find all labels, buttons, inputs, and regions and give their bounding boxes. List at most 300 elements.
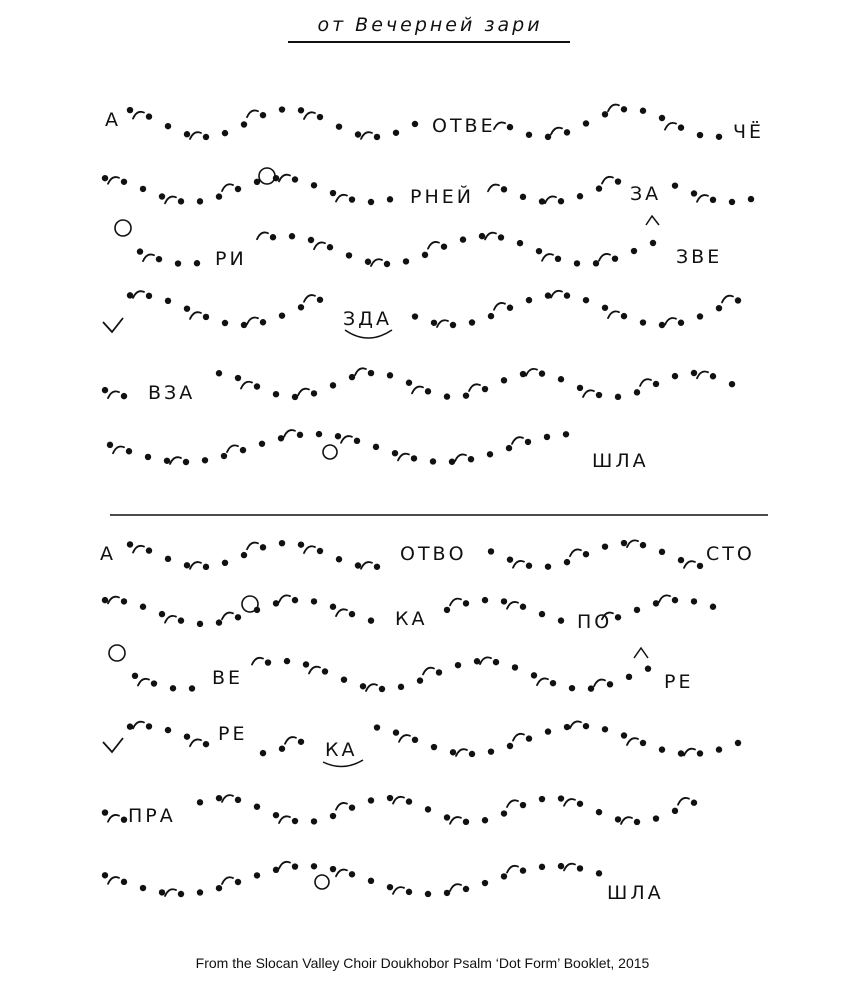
slur-tick [551, 291, 562, 298]
note-dot [411, 455, 417, 461]
note-dot [631, 248, 637, 254]
note-dot [691, 370, 697, 376]
note-dot [297, 432, 303, 438]
note-dot [691, 800, 697, 806]
note-dot [653, 815, 659, 821]
lyric: ЗВЕ [676, 246, 723, 268]
note-dot [330, 190, 336, 196]
note-dot [121, 179, 127, 185]
note-dot [425, 806, 431, 812]
note-dot [384, 261, 390, 267]
note-dot [216, 795, 222, 801]
note-dot [640, 108, 646, 114]
note-dot [102, 597, 108, 603]
note-dot [265, 659, 271, 665]
note-dot [235, 614, 241, 620]
lyric: ПРА [128, 805, 176, 827]
slur-tick [665, 318, 676, 325]
note-dot [221, 453, 227, 459]
note-dot [672, 808, 678, 814]
note-dot [564, 129, 570, 135]
slur-tick [336, 803, 347, 810]
note-dot [596, 185, 602, 191]
note-dot [501, 598, 507, 604]
note-dot [444, 814, 450, 820]
note-dot [330, 813, 336, 819]
note-dot [203, 741, 209, 747]
slur-tick [355, 368, 366, 375]
note-dot [354, 438, 360, 444]
note-dot [151, 680, 157, 686]
note-dot [279, 106, 285, 112]
slur-tick [393, 887, 404, 894]
note-dot [520, 604, 526, 610]
note-dot [170, 685, 176, 691]
note-dot [412, 313, 418, 319]
note-dot [455, 662, 461, 668]
note-dot [406, 798, 412, 804]
note-dot [526, 297, 532, 303]
note-dot [488, 748, 494, 754]
note-dot [406, 380, 412, 386]
note-dot [697, 132, 703, 138]
note-dot [132, 673, 138, 679]
note-dot [279, 312, 285, 318]
note-dot [260, 750, 266, 756]
lyric: ЧЁ [733, 121, 765, 143]
note-dot [463, 819, 469, 825]
note-dot [107, 442, 113, 448]
note-dot [539, 611, 545, 617]
note-dot [387, 196, 393, 202]
note-dot [697, 313, 703, 319]
lyric: РЕ [218, 723, 248, 745]
note-dot [507, 305, 513, 311]
note-dot [463, 886, 469, 892]
note-dot [558, 863, 564, 869]
source-caption: From the Slocan Valley Choir Doukhobor Psalm ‘Dot Form’ Booklet, 2015 [195, 955, 650, 971]
lyric: КА [395, 608, 428, 630]
note-dot [520, 802, 526, 808]
note-dot [303, 661, 309, 667]
note-dot [615, 394, 621, 400]
note-dot [273, 812, 279, 818]
slur-tick [165, 197, 176, 204]
note-dot [406, 889, 412, 895]
lyric: ВЗА [148, 382, 196, 404]
note-dot [387, 795, 393, 801]
note-dot [260, 112, 266, 118]
slur-tick [488, 185, 499, 192]
note-dot [507, 743, 513, 749]
note-dot [672, 597, 678, 603]
slur-tick [336, 609, 347, 616]
slur-tick [684, 749, 695, 756]
slur-tick [304, 112, 315, 119]
note-dot [517, 240, 523, 246]
slur-tick [222, 795, 233, 802]
slur-tick [450, 817, 461, 824]
note-dot [165, 727, 171, 733]
note-dot [140, 885, 146, 891]
note-dot [292, 176, 298, 182]
note-dot [450, 749, 456, 755]
note-dot [412, 737, 418, 743]
note-dot [569, 685, 575, 691]
slur-tick [665, 123, 676, 130]
note-dot [368, 199, 374, 205]
note-dot [346, 252, 352, 258]
note-dot [222, 320, 228, 326]
note-dot [729, 381, 735, 387]
note-dot [254, 872, 260, 878]
slur-tick [608, 105, 619, 112]
note-dot [126, 448, 132, 454]
note-dot [479, 233, 485, 239]
note-dot [474, 658, 480, 664]
note-dot [292, 818, 298, 824]
note-dot [279, 540, 285, 546]
lyric: ОТВО [400, 543, 467, 565]
slur-tick [545, 196, 556, 203]
note-dot [482, 817, 488, 823]
note-dot [493, 659, 499, 665]
slur-tick [279, 595, 290, 602]
note-dot [710, 197, 716, 203]
note-dot [159, 193, 165, 199]
note-dot [431, 744, 437, 750]
note-dot [634, 389, 640, 395]
notation-dots [102, 106, 754, 897]
slur-tick [298, 389, 309, 396]
slur-tick [285, 737, 296, 744]
note-dot [194, 260, 200, 266]
note-dot [273, 600, 279, 606]
lyric: ШЛА [592, 450, 649, 472]
note-dot [102, 387, 108, 393]
slur-tick [247, 110, 258, 117]
note-dot [197, 621, 203, 627]
note-dot [292, 863, 298, 869]
note-dot [349, 611, 355, 617]
note-dot [311, 390, 317, 396]
note-dot [520, 371, 526, 377]
lyric: РИ [215, 248, 247, 270]
slur-tick [304, 546, 315, 553]
note-dot [216, 193, 222, 199]
note-dot [659, 746, 665, 752]
note-dot [425, 891, 431, 897]
note-dot [463, 392, 469, 398]
note-dot [235, 375, 241, 381]
note-dot [298, 304, 304, 310]
note-dot [577, 385, 583, 391]
note-dot [184, 733, 190, 739]
note-dot [189, 685, 195, 691]
note-dot [203, 314, 209, 320]
note-dot [392, 450, 398, 456]
note-dot [531, 672, 537, 678]
note-dot [607, 681, 613, 687]
note-dot [235, 797, 241, 803]
slur-tick [640, 379, 651, 386]
note-dot [278, 435, 284, 441]
note-dot [558, 617, 564, 623]
note-dot [365, 259, 371, 265]
note-dot [506, 445, 512, 451]
note-dot [583, 120, 589, 126]
note-dot [640, 319, 646, 325]
slur-tick [108, 597, 119, 604]
note-dot [545, 728, 551, 734]
note-dot [488, 548, 494, 554]
slur-tick [512, 437, 523, 444]
note-dot [121, 393, 127, 399]
note-dot [203, 134, 209, 140]
note-dot [520, 194, 526, 200]
slur-tick [428, 242, 439, 249]
lyric: ЗДА [343, 308, 393, 330]
note-dot [501, 810, 507, 816]
note-dot [146, 293, 152, 299]
note-dot [634, 819, 640, 825]
note-dot [121, 879, 127, 885]
slur-tick [627, 540, 638, 547]
note-dot [140, 186, 146, 192]
note-dot [525, 439, 531, 445]
note-dot [327, 244, 333, 250]
note-dot [729, 199, 735, 205]
note-dot [165, 298, 171, 304]
note-dot [311, 863, 317, 869]
note-dot [121, 816, 127, 822]
note-dot [577, 193, 583, 199]
note-dot [273, 391, 279, 397]
note-dot [146, 113, 152, 119]
note-dot [621, 540, 627, 546]
note-dot [558, 795, 564, 801]
note-dot [425, 388, 431, 394]
note-dot [444, 607, 450, 613]
note-dot [672, 182, 678, 188]
note-dot [374, 134, 380, 140]
note-dot [697, 750, 703, 756]
check-mark [103, 738, 123, 752]
note-dot [102, 175, 108, 181]
note-dot [165, 123, 171, 129]
slur-tick [564, 864, 575, 871]
note-dot [349, 804, 355, 810]
note-dot [127, 107, 133, 113]
slur-tick [542, 254, 553, 261]
note-dot [216, 619, 222, 625]
slur-tick [393, 797, 404, 804]
note-dot [482, 386, 488, 392]
slur-tick [108, 877, 119, 884]
note-dot [634, 607, 640, 613]
note-dot [298, 739, 304, 745]
slur-tick [602, 177, 613, 184]
lyric: А [105, 109, 121, 131]
slur-tick [583, 390, 594, 397]
slur-tick [437, 320, 448, 327]
note-dot [164, 458, 170, 464]
note-dot [197, 889, 203, 895]
note-dot [336, 556, 342, 562]
note-dot [422, 252, 428, 258]
note-dot [640, 542, 646, 548]
note-dot [197, 799, 203, 805]
note-dot [710, 604, 716, 610]
note-dot [653, 381, 659, 387]
note-dot [308, 237, 314, 243]
note-dot [431, 320, 437, 326]
slur-tick [507, 800, 518, 807]
note-dot [621, 106, 627, 112]
slur-tick [450, 884, 461, 891]
note-dot [735, 740, 741, 746]
slur-tick [507, 602, 518, 609]
note-dot [735, 297, 741, 303]
note-dot [145, 454, 151, 460]
note-dot [368, 797, 374, 803]
note-dot [254, 803, 260, 809]
note-dot [178, 198, 184, 204]
note-dot [583, 723, 589, 729]
slur-tick [222, 184, 233, 191]
note-dot [349, 871, 355, 877]
note-dot [710, 373, 716, 379]
slur-tick [398, 454, 409, 461]
slur-tick [314, 242, 325, 249]
note-dot [403, 258, 409, 264]
note-dot [596, 870, 602, 876]
slur-tick [361, 562, 372, 569]
note-dot [716, 134, 722, 140]
slur-tick [284, 430, 295, 437]
note-dot [197, 198, 203, 204]
slur-tick [279, 862, 290, 869]
slur-tick [697, 195, 708, 202]
note-dot [335, 433, 341, 439]
note-dot [146, 723, 152, 729]
slur-tick [450, 599, 461, 606]
note-dot [156, 256, 162, 262]
note-dot [273, 867, 279, 873]
slur-tick [108, 815, 119, 822]
slur-tick [608, 311, 619, 318]
note-dot [235, 879, 241, 885]
note-dot [463, 600, 469, 606]
slur-tick [480, 657, 491, 664]
slur-tick [361, 132, 372, 139]
note-dot [336, 123, 342, 129]
note-dot [311, 182, 317, 188]
note-dot [341, 676, 347, 682]
note-dot [574, 260, 580, 266]
note-dot [539, 796, 545, 802]
slur-tick [133, 722, 144, 729]
note-dot [487, 451, 493, 457]
slur-tick [627, 738, 638, 745]
note-dot [241, 552, 247, 558]
note-dot [612, 255, 618, 261]
slur-tick [222, 877, 233, 884]
note-dot [240, 447, 246, 453]
note-dot [417, 677, 423, 683]
note-dot [558, 198, 564, 204]
note-dot [387, 884, 393, 890]
note-dot [507, 124, 513, 130]
slur-tick [133, 291, 144, 298]
note-dot [235, 186, 241, 192]
note-dot [222, 560, 228, 566]
slur-tick [138, 679, 149, 686]
lyric: ВЕ [212, 667, 244, 689]
note-dot [482, 880, 488, 886]
note-dot [311, 818, 317, 824]
note-dot [102, 809, 108, 815]
slur-tick [336, 870, 347, 877]
note-dot [330, 382, 336, 388]
slur-tick [455, 454, 466, 461]
note-dot [183, 459, 189, 465]
slur-tick [564, 799, 575, 806]
note-dot [555, 256, 561, 262]
note-dot [216, 885, 222, 891]
slur-tick [526, 369, 537, 376]
note-dot [596, 809, 602, 815]
note-dot [374, 564, 380, 570]
note-dot [284, 658, 290, 664]
note-dot [615, 178, 621, 184]
note-dot [241, 121, 247, 127]
note-dot [615, 614, 621, 620]
lyric: ШЛА [607, 882, 664, 904]
note-dot [469, 751, 475, 757]
note-dot [330, 604, 336, 610]
note-dot [678, 124, 684, 130]
note-dot [387, 372, 393, 378]
slur-tick [247, 543, 258, 550]
slur-tick [697, 372, 708, 379]
slur-tick [371, 259, 382, 266]
note-dot [678, 557, 684, 563]
lyric: РЕ [664, 671, 694, 693]
caret-mark [634, 648, 648, 658]
note-dot [488, 313, 494, 319]
note-dot [436, 669, 442, 675]
note-dot [140, 604, 146, 610]
note-dot [539, 864, 545, 870]
slur-tick [494, 122, 505, 129]
note-dot [748, 196, 754, 202]
note-dot [260, 319, 266, 325]
note-dot [379, 686, 385, 692]
note-dot [716, 746, 722, 752]
note-dot [355, 131, 361, 137]
note-dot [596, 392, 602, 398]
note-dot [602, 543, 608, 549]
note-dot [577, 801, 583, 807]
slur-tick [469, 384, 480, 391]
slur-tick [537, 678, 548, 685]
note-dot [563, 431, 569, 437]
note-dot [564, 724, 570, 730]
note-dot [393, 130, 399, 136]
slur-tick [165, 889, 176, 896]
note-dot [621, 313, 627, 319]
